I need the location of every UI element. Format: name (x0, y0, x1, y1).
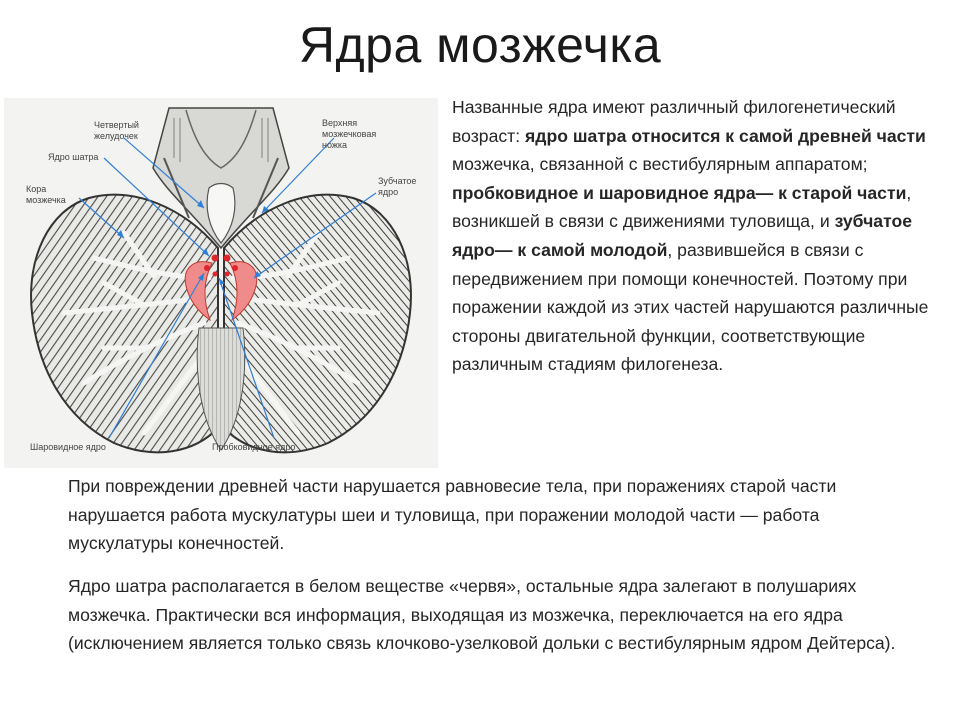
page-title: Ядра мозжечка (298, 17, 662, 73)
globose-nucleus (204, 265, 210, 271)
desc-bold-fastigial: ядро шатра относится к самой древней части (525, 125, 926, 146)
right-description (452, 93, 952, 379)
label-sup-peduncle-1: Верхняя (322, 118, 358, 128)
label-fourth-ventricle-1: Четвертый (94, 120, 139, 130)
label-cortex-2: мозжечка (26, 195, 66, 205)
label-sup-peduncle-3: ножка (322, 140, 348, 150)
label-emboliform: Пробковидное ядро (212, 442, 296, 452)
label-cortex-1: Кора (26, 184, 47, 194)
desc-bold-dentate: зубчатое ядро— к самой молодой (452, 211, 912, 260)
label-sup-peduncle-2: мозжечковая (322, 129, 377, 139)
fastigial-nucleus (212, 255, 219, 262)
label-globose: Шаровидное ядро (30, 442, 106, 452)
desc-part-3: , возникшей в связи с движениями туловища, и (452, 182, 912, 232)
label-fourth-ventricle-2: желудочек (94, 131, 138, 141)
emboliform-nucleus (213, 272, 218, 277)
label-dentate-1: Зубчатое (378, 176, 417, 186)
desc-part-2: мозжечка, связанной с вестибулярным аппаратом; (452, 154, 868, 175)
paragraph-damage: При повреждении древней части нарушается равновесие тела, при поражениях старой части нарушается работа мускулатуры шеи и туловища, при поражении молодой части — работа мускулатуры конечностей. (68, 476, 837, 554)
desc-bold-old: пробковидное и шаровидное ядра— к старой части (452, 182, 907, 203)
paragraph-location: Ядро шатра располагается в белом веществе «червя», остальные ядра залегают в полушариях мозжечка. Практически вся информация, выходящая из мозжечка, переключается на его ядра (исключением является только связь клочково-узелковой дольки с вестибулярным ядром Дейтерса). (68, 576, 896, 654)
label-fastigial: Ядро шатра (48, 152, 99, 162)
desc-part-1: Названные ядра имеют различный филогенетический возраст: (452, 97, 896, 146)
cerebellum-nuclei-illustration (4, 98, 438, 468)
desc-part-4: , развившейся в связи с передвижением при помощи конечностей. Поэтому при поражении каждой из этих частей нарушаются различные стороны двигательной функции, соответствующие различным стадиям филогенеза. (452, 239, 929, 375)
label-dentate-2: ядро (378, 187, 399, 197)
